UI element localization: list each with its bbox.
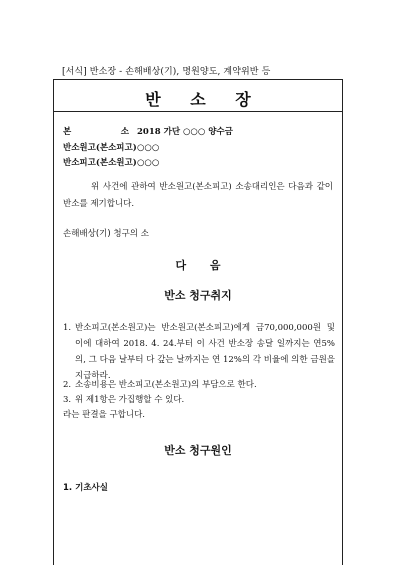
party-row-counter-plaintiff <box>63 141 159 153</box>
item-text: 소송비용은 반소피고(본소원고)의 부담으로 한다. <box>75 380 257 390</box>
item-number: 1. <box>63 323 72 333</box>
party-key: 본 소 <box>63 127 129 137</box>
purpose-item-1 <box>63 320 335 384</box>
title-divider <box>54 111 342 112</box>
purpose-heading: 반소 청구취지 <box>164 289 232 302</box>
party-key: 반소원고(본소피고) <box>63 143 137 153</box>
party-row-counter-defendant <box>63 156 159 168</box>
cause-subheading: 1. 기초사실 <box>63 483 108 493</box>
document-frame <box>53 79 343 565</box>
next-heading: 다 음 <box>175 259 231 272</box>
form-label: [서식] 반소장 - 손해배상(기), 명원양도, 계약위반 등 <box>62 67 271 77</box>
party-value: ○○○ <box>137 158 160 168</box>
party-key: 반소피고(본소원고) <box>63 158 137 168</box>
purpose-item-2 <box>63 378 335 392</box>
document-title: 반 소 장 <box>145 90 263 109</box>
item-number: 2. <box>63 380 72 390</box>
cause-heading: 반소 청구원인 <box>164 444 232 457</box>
intro-paragraph: 위 사건에 관하여 반소원고(본소피고) 소송대리인은 다음과 같이 반소를 제기합니다. <box>63 182 333 209</box>
party-row-main-case <box>63 125 233 137</box>
judgment-request: 라는 판결을 구합니다. <box>63 410 146 420</box>
party-value: ○○○ <box>137 143 160 153</box>
item-text: 위 제1항은 가집행할 수 있다. <box>75 395 185 405</box>
item-number: 3. <box>63 395 72 405</box>
claim-name: 손해배상(기) 청구의 소 <box>63 229 149 239</box>
purpose-item-3 <box>63 393 335 407</box>
party-value: 2018 가단 ○○○ 양수금 <box>137 127 233 137</box>
item-text: 반소피고(본소원고)는 반소원고(본소피고)에게 금70,000,000원 및 이에 대하여 2018. 4. 24.부터 이 사건 반소장 송달 일까지는 연5%의, 그 다음 날부터 다 갚는 날까지는 연 12%의 각 비율에 의한 금원을 지급하라. <box>75 323 335 381</box>
